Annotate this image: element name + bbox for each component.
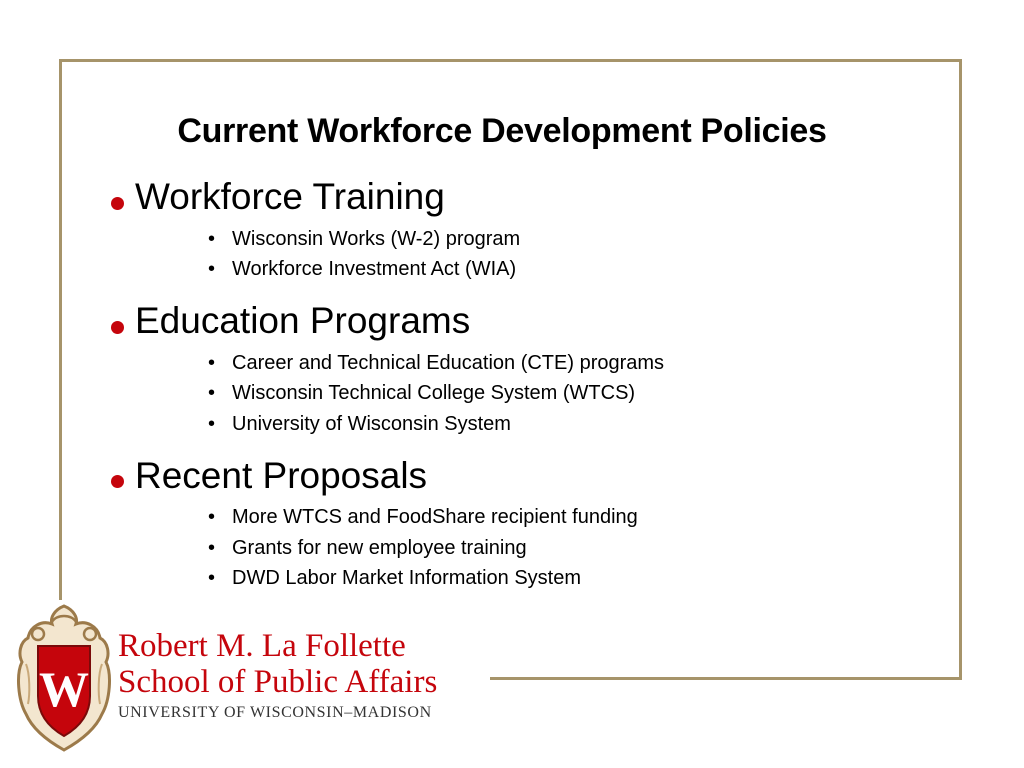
list-item-text: Grants for new employee training: [232, 536, 527, 559]
list-item: [208, 503, 944, 534]
list-item-text: Wisconsin Technical College System (WTCS): [232, 382, 636, 405]
logo-wordmark: [118, 628, 437, 724]
slide-title: Current Workforce Development Policies: [177, 112, 827, 150]
list-item: [208, 564, 944, 595]
list-item-text: DWD Labor Market Information System: [232, 567, 581, 590]
list-item-text: University of Wisconsin System: [232, 412, 511, 435]
section-heading: [104, 170, 944, 224]
bullet-icon: •: [208, 351, 216, 374]
bullet-dot-icon: [111, 475, 124, 488]
list-item: [208, 379, 944, 410]
section-recent-proposals: [104, 449, 944, 595]
section-heading: [104, 449, 944, 503]
list-item-text: Workforce Investment Act (WIA): [232, 258, 517, 281]
bullet-dot-icon: [111, 197, 124, 210]
section-education-programs: [104, 294, 944, 440]
slide-content: [104, 170, 944, 594]
list-item-text: Wisconsin Works (W-2) program: [232, 227, 521, 250]
bullet-icon: •: [208, 412, 216, 435]
bullet-dot-icon: [111, 321, 124, 334]
logo-line-university: UNIVERSITY OF WISCONSIN–MADISON: [118, 704, 432, 721]
bullet-icon: •: [208, 536, 216, 559]
crest-letter: W: [39, 661, 89, 717]
bullet-icon: •: [208, 382, 216, 405]
logo-line-robert-la-follette: Robert M. La Follette: [118, 628, 406, 664]
bullet-icon: •: [208, 567, 216, 590]
list-item-text: Career and Technical Education (CTE) programs: [232, 351, 665, 374]
list-item: [208, 224, 944, 255]
bullet-icon: •: [208, 227, 216, 250]
section-label: Recent Proposals: [135, 454, 428, 496]
section-workforce-training: [104, 170, 944, 285]
uw-crest-icon: [16, 604, 112, 752]
bullet-icon: •: [208, 506, 216, 529]
sub-list: [104, 503, 944, 595]
sub-list: [104, 224, 944, 285]
sub-list: [104, 348, 944, 440]
list-item-text: More WTCS and FoodShare recipient funding: [232, 506, 638, 529]
list-item: [208, 348, 944, 379]
list-item: [208, 409, 944, 440]
list-item: [208, 533, 944, 564]
list-item: [208, 255, 944, 286]
section-label: Workforce Training: [135, 176, 445, 217]
section-label: Education Programs: [135, 300, 471, 341]
logo-line-school: School of Public Affairs: [118, 664, 438, 700]
section-heading: [104, 294, 944, 348]
bullet-icon: •: [208, 258, 216, 281]
